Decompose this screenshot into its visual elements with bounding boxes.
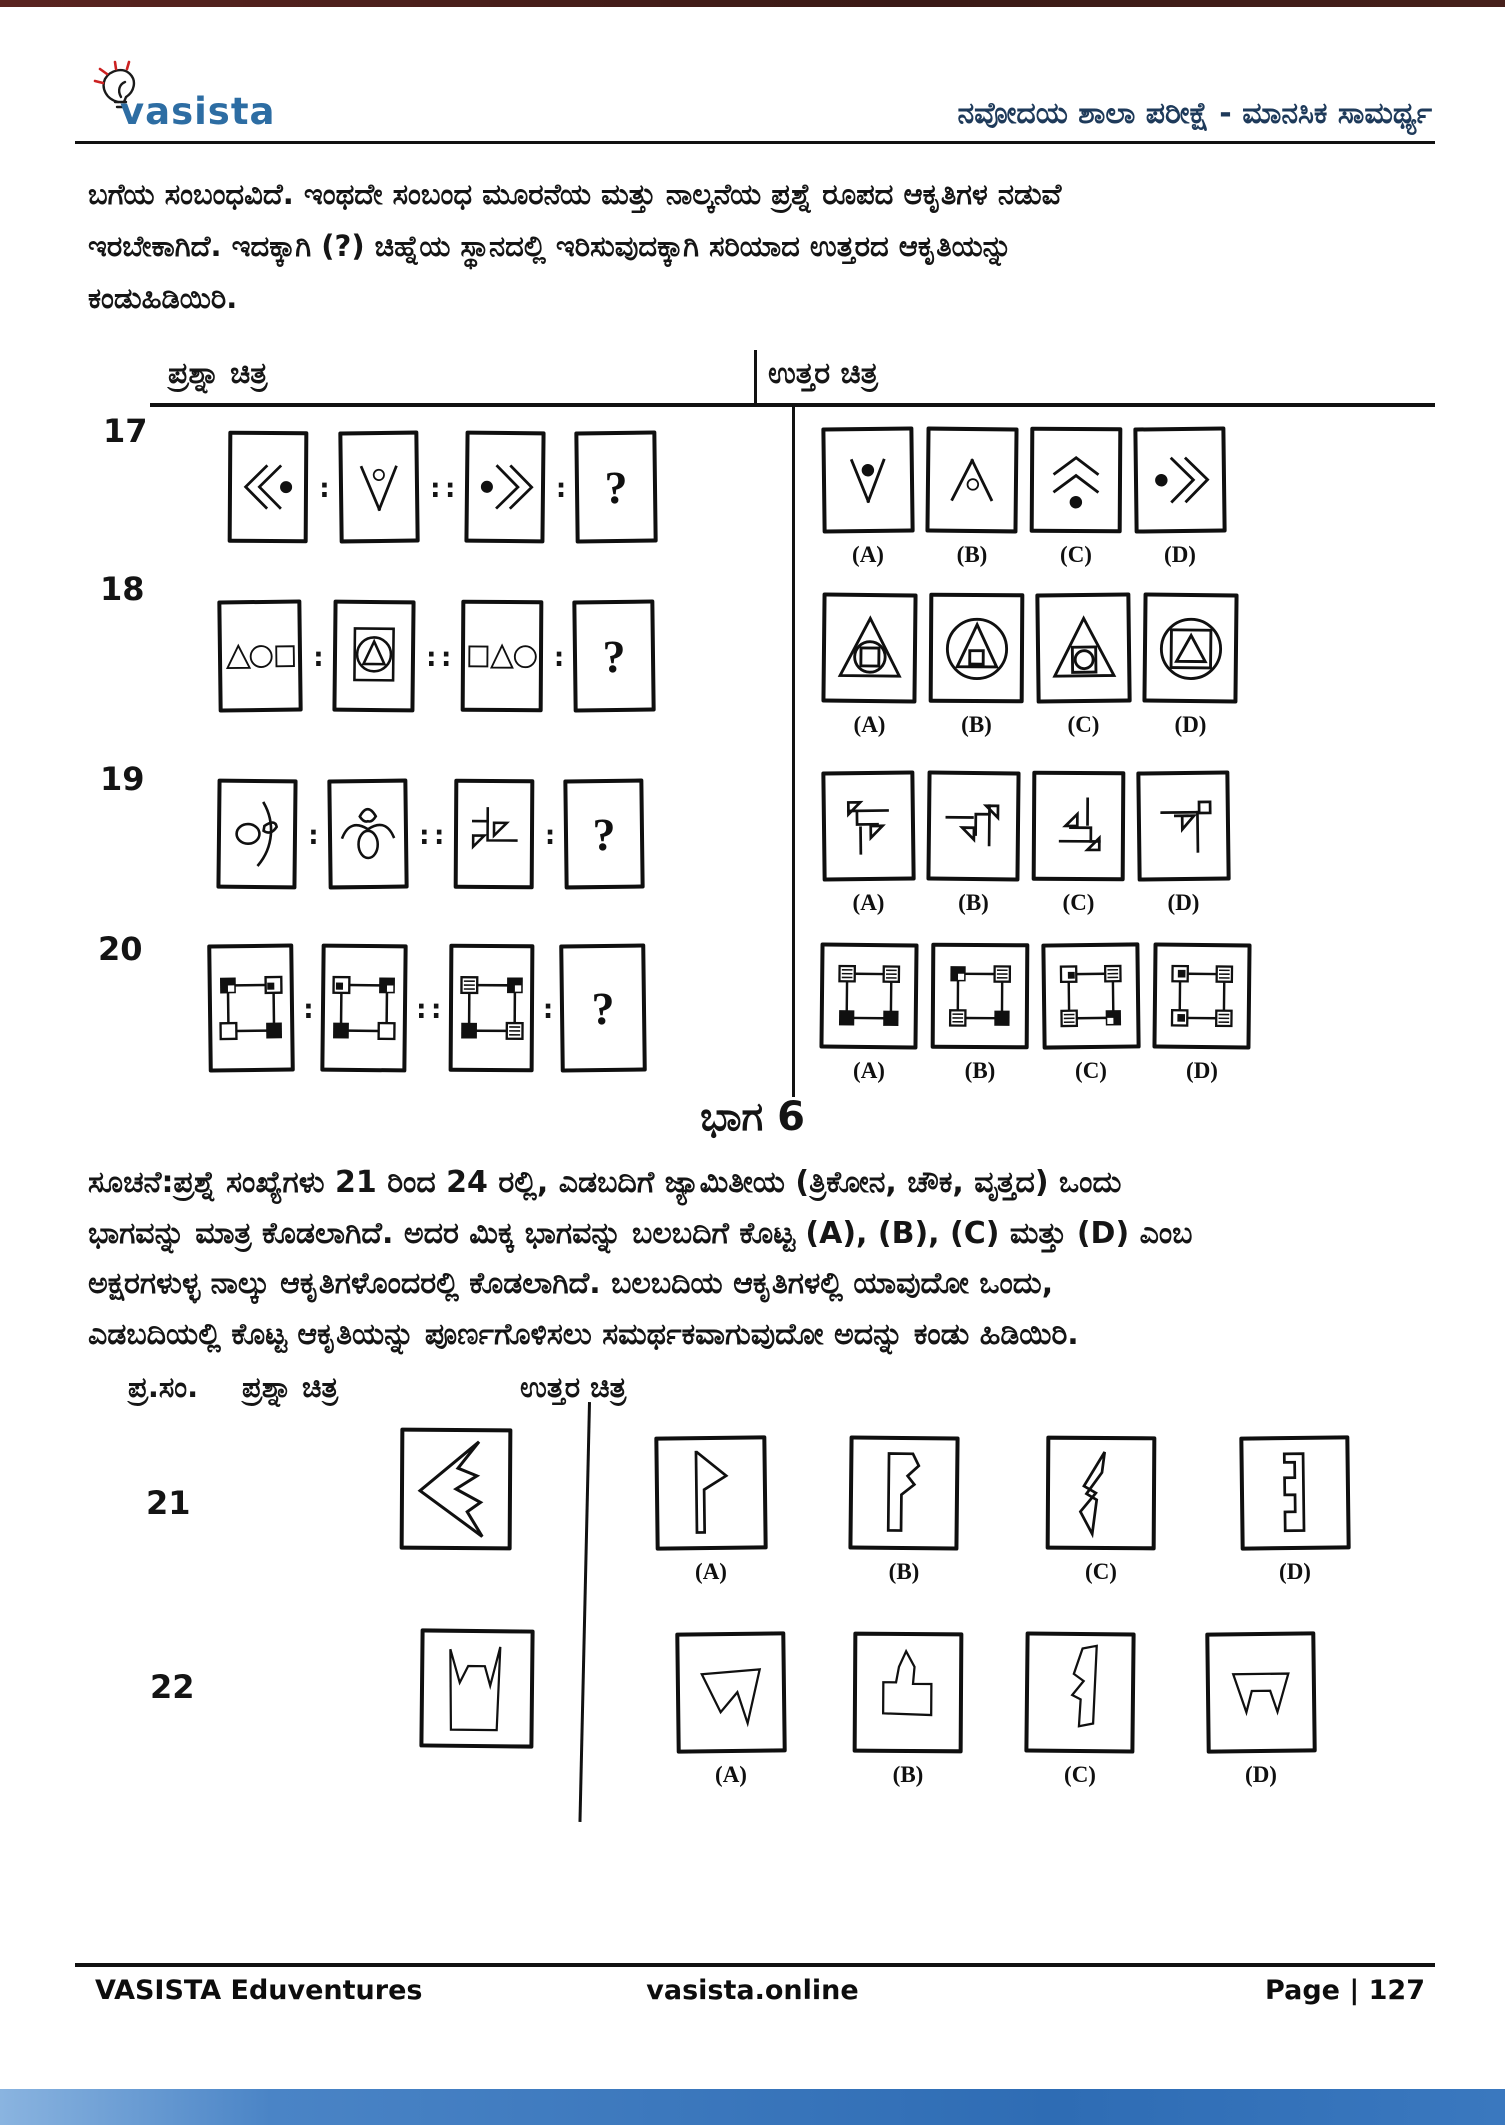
figure-lightning-left (408, 1436, 505, 1543)
intro-line-2: ಇರಬೇಕಾಗಿದೆ. ಇದಕ್ಕಾಗಿ (?) ಚಿಹ್ನೆಯ ಸ್ಥಾನದಲ್ಲಿ ಇರಿಸುವುದಕ್ಕಾಗಿ ಸರಿಯಾದ ಉತ್ತರದ ಆಕೃತಿಯನ್ನು (88, 229, 1012, 263)
option-B (927, 771, 1020, 916)
analogy-colon: : (300, 991, 315, 1025)
option-label: (A) (853, 1058, 885, 1083)
footer-rule (75, 1963, 1435, 1967)
option-label: (A) (852, 890, 885, 915)
figure-corner-squares-3 (458, 975, 524, 1041)
option-label: (D) (1279, 1559, 1311, 1584)
option-C (1025, 1632, 1135, 1788)
question-mark: ? (591, 982, 616, 1034)
option-B (849, 1436, 959, 1585)
figure-box (216, 779, 297, 890)
figure-pinwheel-a (834, 792, 903, 861)
column-header-question-figure: ಪ್ರಶ್ನಾ ಚಿತ್ರ (242, 1370, 339, 1404)
figure-box (207, 943, 295, 1072)
option-label: (A) (715, 1762, 747, 1787)
question-number-20: 20 (98, 930, 143, 968)
footer-publisher: VASISTA Eduventures (95, 1975, 423, 2006)
question-number-19: 19 (100, 760, 145, 798)
figure-dot-double-right-chevrons (1148, 448, 1213, 513)
instruction-line-1: ಸೂಚನೆ:ಪ್ರಶ್ನೆ ಸಂಖ್ಯೆಗಳು 21 ರಿಂದ 24 ರಲ್ಲಿ, ಎಡಬದಿಗೆ ಜ್ಯಾಮಿತೀಯ (ತ್ರಿಕೋನ, ಚೌಕ, ವೃತ್ತದ) ಒಂದು (88, 1165, 1122, 1200)
answer-options-19 (822, 771, 1230, 916)
bottom-edge-band (0, 2089, 1505, 2125)
figure-double-up-chevrons-dot (1044, 448, 1108, 512)
figure-corner-squares-option-c (1059, 964, 1124, 1029)
figure-square-triangle-circle-row (466, 640, 536, 672)
top-edge-band (0, 0, 1505, 7)
figure-box (338, 431, 419, 544)
option-label: (D) (1167, 890, 1200, 915)
figure-box (1030, 427, 1123, 534)
question-figures-18 (218, 600, 655, 712)
figure-pinwheel-b (939, 792, 1008, 861)
figure-box (1035, 592, 1131, 703)
question-number-22: 22 (150, 1668, 195, 1706)
option-D (1206, 1632, 1316, 1788)
figure-double-left-chevrons-dot (237, 456, 299, 518)
figure-circle-square-triangle-nested (1155, 613, 1226, 684)
figure-box (821, 426, 914, 533)
analogy-colon: : (552, 470, 568, 504)
question-mark-box (575, 431, 658, 544)
question-number-21: 21 (146, 1484, 191, 1522)
option-label: (C) (1060, 542, 1092, 567)
figure-box (925, 427, 1018, 534)
figure-peaked-blob (860, 1639, 957, 1746)
figure-circle-arc-leaf (226, 798, 289, 871)
figure-square-circle-triangle-nested (345, 622, 404, 691)
option-label: (B) (958, 890, 989, 915)
figure-box (1136, 770, 1230, 881)
option-label: (B) (888, 1559, 920, 1584)
figure-crown-notch (1212, 1639, 1309, 1746)
option-label: (D) (1174, 712, 1207, 737)
figure-corner-squares-option-b (948, 964, 1012, 1028)
figure-box (1142, 593, 1238, 704)
option-B (926, 427, 1018, 568)
answer-options-18 (822, 593, 1238, 738)
option-label: (B) (964, 1058, 996, 1083)
analogy-colon: : (316, 470, 331, 504)
figure-corner-squares-1 (218, 975, 285, 1042)
question-figures-17 (228, 431, 657, 543)
question-mark-box (560, 943, 648, 1072)
figure-box (821, 770, 915, 881)
question-number-17: 17 (103, 412, 148, 450)
analogy-double-colon: :: (422, 639, 453, 673)
figure-caret-small-circle (940, 448, 1005, 513)
analogy-colon: : (550, 639, 566, 673)
option-label: (C) (1067, 712, 1100, 737)
column-header-serial-number: ಪ್ರ.ಸಂ. (128, 1370, 199, 1404)
column-header-question-figure: ಪ್ರಶ್ನಾ ಚಿತ್ರ (168, 356, 268, 391)
figure-box (929, 593, 1025, 704)
option-label: (D) (1164, 542, 1196, 567)
analogy-colon: : (305, 817, 320, 851)
question-mark: ? (604, 461, 629, 513)
option-B (929, 593, 1024, 738)
question-mark-box (564, 779, 645, 890)
figure-box (1032, 771, 1126, 882)
option-label: (C) (1085, 1559, 1117, 1584)
figure-box (1205, 1631, 1316, 1753)
instruction-line-2: ಭಾಗವನ್ನು ಮಾತ್ರ ಕೊಡಲಾಗಿದೆ. ಅದರ ಮಿಕ್ಕ ಭಾಗವನ್ನು ಬಲಬದಿಗೆ ಕೊಟ್ಟ (A), (B), (C) ಮತ್ತು (D) ಎಂಬ (88, 1216, 1193, 1251)
analogy-double-colon: :: (426, 470, 457, 504)
option-A (822, 593, 917, 738)
figure-box (453, 779, 534, 889)
figure-box (327, 779, 408, 890)
option-C (1046, 1436, 1156, 1585)
question-answer-divider-2 (578, 1402, 591, 1822)
instruction-line-3: ಅಕ್ಷರಗಳುಳ್ಳ ನಾಲ್ಕು ಆಕೃತಿಗಳೊಂದರಲ್ಲಿ ಕೊಡಲಾಗಿದೆ. ಬಲಬದಿಯ ಆಕೃತಿಗಳಲ್ಲಿ ಯಾವುದೋ ಒಂದು, (88, 1266, 1054, 1301)
option-A (822, 427, 914, 568)
figure-box (1024, 1631, 1135, 1753)
option-A (676, 1632, 786, 1788)
figure-box (848, 1435, 959, 1550)
figure-box (926, 771, 1020, 882)
question-figures-19 (217, 779, 644, 889)
figure-box (228, 431, 309, 543)
question-figure-box-21 (400, 1428, 513, 1551)
figure-box (675, 1631, 786, 1753)
option-B (853, 1632, 963, 1788)
option-D (1137, 771, 1230, 916)
figure-corner-squares-option-a (837, 964, 902, 1029)
option-label: (C) (1062, 890, 1095, 915)
option-label: (C) (1075, 1058, 1107, 1083)
figure-open-box-zigzag-top (426, 1636, 527, 1741)
analogy-double-colon: :: (415, 817, 446, 851)
figure-circle-triangle-square-nested (941, 613, 1011, 683)
figure-box (1152, 942, 1251, 1049)
column-header-answer-figure: ಉತ್ತರ ಚಿತ್ರ (768, 356, 878, 391)
figure-box (1046, 1436, 1157, 1551)
section-heading: ಭಾಗ 6 (700, 1094, 805, 1140)
option-label: (A) (695, 1559, 727, 1584)
figure-crown-down-zigzag (682, 1639, 779, 1746)
column-header-answer-figure: ಉತ್ತರ ಚಿತ್ರ (520, 1370, 627, 1404)
option-label: (D) (1186, 1058, 1218, 1083)
question-answer-divider (792, 407, 795, 1097)
figure-corner-squares-2 (331, 975, 398, 1042)
analogy-colon: : (310, 639, 325, 673)
header-column-divider (754, 350, 757, 403)
figure-box (853, 1632, 964, 1754)
question-figures-20 (208, 944, 646, 1072)
intro-line-1: ಬಗೆಯ ಸಂಬಂಧವಿದೆ. ಇಂಥದೇ ಸಂಬಂಧ ಮೂರನೆಯ ಮತ್ತು ನಾಲ್ಕನೆಯ ಪ್ರಶ್ನೆ ರೂಪದ ಆಕೃತಿಗಳ ನಡುವೆ (88, 177, 1062, 211)
instruction-line-4: ಎಡಬದಿಯಲ್ಲಿ ಕೊಟ್ಟ ಆಕೃತಿಯನ್ನು ಪೂರ್ಣಗೊಳಿಸಲು ಸಮರ್ಥಕವಾಗುವುದೋ ಅದನ್ನು ಕಂಡು ಹಿಡಿಯಿರಿ. (88, 1317, 1079, 1352)
answer-options-20 (820, 943, 1251, 1084)
figure-thin-lightning (1060, 1444, 1143, 1542)
option-C (1032, 771, 1125, 916)
option-D (1134, 427, 1226, 568)
option-label: (C) (1064, 1762, 1096, 1787)
figure-flag-pennant (669, 1444, 752, 1543)
page-title: ನವೋದಯ ಶಾಲಾ ಪರೀಕ್ಷೆ - ಮಾನಸಿಕ ಸಾಮರ್ಥ್ಯ (957, 96, 1432, 131)
figure-box (460, 600, 543, 712)
option-D (1240, 1436, 1350, 1585)
intro-line-3: ಕಂಡುಹಿಡಿಯಿರಿ. (88, 281, 238, 315)
figure-corner-squares-option-d (1170, 964, 1235, 1029)
figure-stepped-vertical-bar (1253, 1444, 1336, 1543)
option-A (655, 1436, 767, 1585)
figure-dot-double-right-chevrons (473, 456, 536, 519)
figure-v-with-small-circle (347, 456, 410, 519)
analogy-double-colon: :: (412, 991, 443, 1025)
option-C (1036, 593, 1131, 738)
figure-box (1239, 1435, 1350, 1550)
figure-box (448, 944, 534, 1073)
figure-box (320, 944, 407, 1073)
figure-box (1041, 942, 1140, 1049)
figure-pinwheel-c (1044, 792, 1112, 860)
question-mark: ? (592, 808, 617, 860)
option-label: (D) (1245, 1762, 1277, 1787)
footer-website: vasista.online (646, 1975, 859, 2006)
option-C (1042, 943, 1140, 1084)
question-figure-box-22 (419, 1628, 534, 1748)
figure-pinwheel-square (1149, 792, 1218, 861)
figure-narrow-vertical-zigzag (1031, 1639, 1128, 1746)
figure-box (217, 599, 302, 712)
question-mark-box (573, 600, 656, 713)
analogy-colon: : (539, 991, 555, 1025)
question-mark: ? (602, 630, 627, 682)
figure-flower-petal-arcs (335, 799, 400, 870)
figure-triangle-square-circle-nested (1048, 613, 1119, 684)
figure-triangle-circle-square-row (225, 640, 295, 673)
option-D (1143, 593, 1238, 738)
option-A (822, 771, 915, 916)
logo-wordmark: vasista (120, 90, 276, 133)
answer-options-17 (822, 427, 1226, 568)
figure-box (1133, 426, 1226, 533)
option-A (820, 943, 918, 1084)
figure-box (464, 431, 545, 544)
figure-stepped-bar-zigzag (862, 1444, 945, 1543)
analogy-colon: : (541, 817, 557, 851)
option-D (1153, 943, 1251, 1084)
figure-box (821, 593, 917, 704)
header-rule (75, 141, 1435, 144)
figure-box (931, 943, 1030, 1050)
option-label: (A) (853, 712, 886, 737)
figure-triangle-circle-square-nested (834, 613, 905, 684)
option-B (931, 943, 1029, 1084)
option-label: (B) (956, 542, 988, 567)
option-C (1030, 427, 1122, 568)
option-label: (B) (892, 1762, 924, 1787)
figure-box (654, 1435, 767, 1550)
question-number-18: 18 (100, 570, 145, 608)
figure-v-filled-dot (836, 448, 901, 513)
figure-angular-pinwheel (461, 799, 525, 869)
footer-page-number: Page | 127 (1265, 1975, 1425, 2006)
figure-box (819, 942, 918, 1049)
figure-box (332, 600, 415, 713)
option-label: (A) (852, 542, 884, 567)
option-label: (B) (961, 712, 992, 737)
